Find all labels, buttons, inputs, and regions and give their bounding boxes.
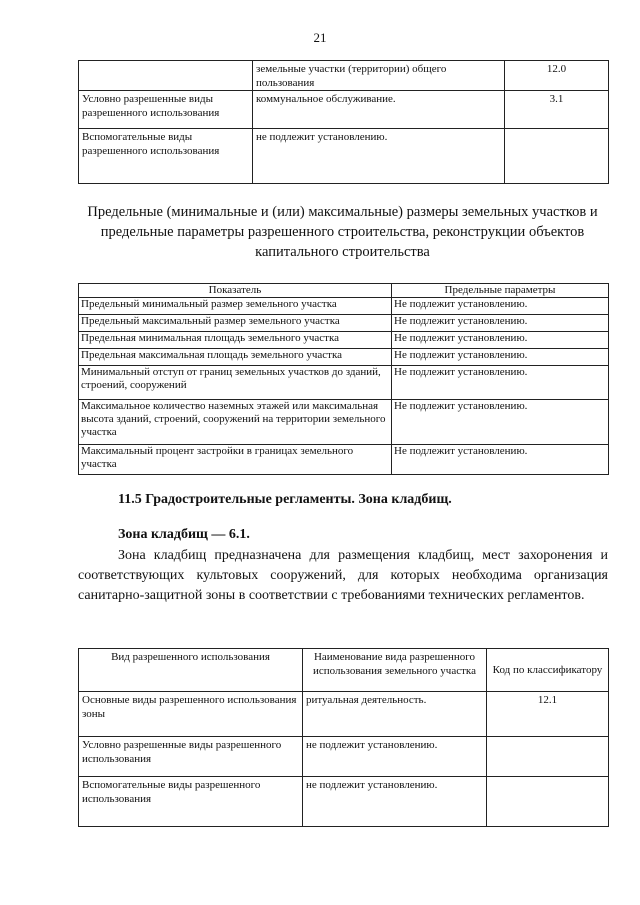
column-header: Вид разрешенного использования bbox=[79, 649, 303, 692]
table-row bbox=[79, 737, 609, 777]
column-header: Показатель bbox=[79, 284, 392, 298]
value-cell: Не подлежит установлению. bbox=[392, 349, 609, 366]
table-cell: 3.1 bbox=[505, 91, 609, 129]
table-cell bbox=[487, 777, 609, 827]
value-cell: Не подлежит установлению. bbox=[392, 315, 609, 332]
table-cell: не подлежит установлению. bbox=[253, 129, 505, 184]
column-header: Код по классификатору bbox=[487, 649, 609, 692]
value-cell: Не подлежит установлению. bbox=[392, 332, 609, 349]
table-row bbox=[79, 445, 609, 475]
value-cell: Не подлежит установлению. bbox=[392, 298, 609, 315]
table-row bbox=[79, 400, 609, 445]
indicator-cell: Максимальное количество наземных этажей или максимальная высота зданий, строений, сооружений на территории земельного участка bbox=[79, 400, 392, 445]
table-cell: 12.0 bbox=[505, 61, 609, 91]
column-header: Наименование вида разрешенного использования земельного участка bbox=[303, 649, 487, 692]
table-cell: Вспомогательные виды разрешенного использования bbox=[79, 777, 303, 827]
table-header-row bbox=[79, 649, 609, 692]
value-cell: Не подлежит установлению. bbox=[392, 445, 609, 475]
column-header: Предельные параметры bbox=[392, 284, 609, 298]
table-cell: не подлежит установлению. bbox=[303, 737, 487, 777]
table-cell: земельные участки (территории) общего пользования bbox=[253, 61, 505, 91]
indicator-cell: Предельный минимальный размер земельного участка bbox=[79, 298, 392, 315]
table-header-row bbox=[79, 284, 609, 298]
limit-params-heading: Предельные (минимальные и (или) максимальные) размеры земельных участков и предельные параметры разрешенного строительства, реконструкции объектов капитального строительства bbox=[87, 204, 598, 260]
table-row bbox=[79, 61, 609, 91]
table-cell: Условно разрешенные виды разрешенного использования bbox=[79, 737, 303, 777]
table-row bbox=[79, 91, 609, 129]
indicator-cell: Предельный максимальный размер земельного участка bbox=[79, 315, 392, 332]
table-cell: Вспомогательные виды разрешенного использования bbox=[79, 129, 253, 184]
table-cell: Условно разрешенные виды разрешенного использования bbox=[79, 91, 253, 129]
section-title: 11.5 Градостроительные регламенты. Зона кладбищ. bbox=[118, 492, 452, 507]
table-row bbox=[79, 298, 609, 315]
table-cell: Основные виды разрешенного использования зоны bbox=[79, 692, 303, 737]
indicator-cell: Предельная минимальная площадь земельного участка bbox=[79, 332, 392, 349]
table-row bbox=[79, 366, 609, 400]
cemetery-land-use-table bbox=[78, 648, 609, 827]
zone-description: Зона кладбищ предназначена для размещения кладбищ, мест захоронения и соответствующих культовых сооружений, для которых необходима организация санитарно-защитной зоны в соответствии с требованиями технических регламентов. bbox=[78, 548, 608, 603]
table-cell bbox=[505, 129, 609, 184]
table-row bbox=[79, 129, 609, 184]
value-cell: Не подлежит установлению. bbox=[392, 366, 609, 400]
table-cell bbox=[79, 61, 253, 91]
value-cell: Не подлежит установлению. bbox=[392, 400, 609, 445]
page-number: 21 bbox=[313, 30, 327, 45]
table-row bbox=[79, 349, 609, 366]
table-row bbox=[79, 692, 609, 737]
table-row bbox=[79, 315, 609, 332]
limit-params-table bbox=[78, 283, 609, 475]
land-use-table-continued bbox=[78, 60, 609, 184]
zone-title: Зона кладбищ — 6.1. bbox=[118, 527, 250, 542]
table-cell: 12.1 bbox=[487, 692, 609, 737]
table-cell: коммунальное обслуживание. bbox=[253, 91, 505, 129]
table-cell: ритуальная деятельность. bbox=[303, 692, 487, 737]
table-row bbox=[79, 777, 609, 827]
table-cell bbox=[487, 737, 609, 777]
indicator-cell: Минимальный отступ от границ земельных участков до зданий, строений, сооружений bbox=[79, 366, 392, 400]
indicator-cell: Максимальный процент застройки в границах земельного участка bbox=[79, 445, 392, 475]
table-cell: не подлежит установлению. bbox=[303, 777, 487, 827]
indicator-cell: Предельная максимальная площадь земельного участка bbox=[79, 349, 392, 366]
table-row bbox=[79, 332, 609, 349]
